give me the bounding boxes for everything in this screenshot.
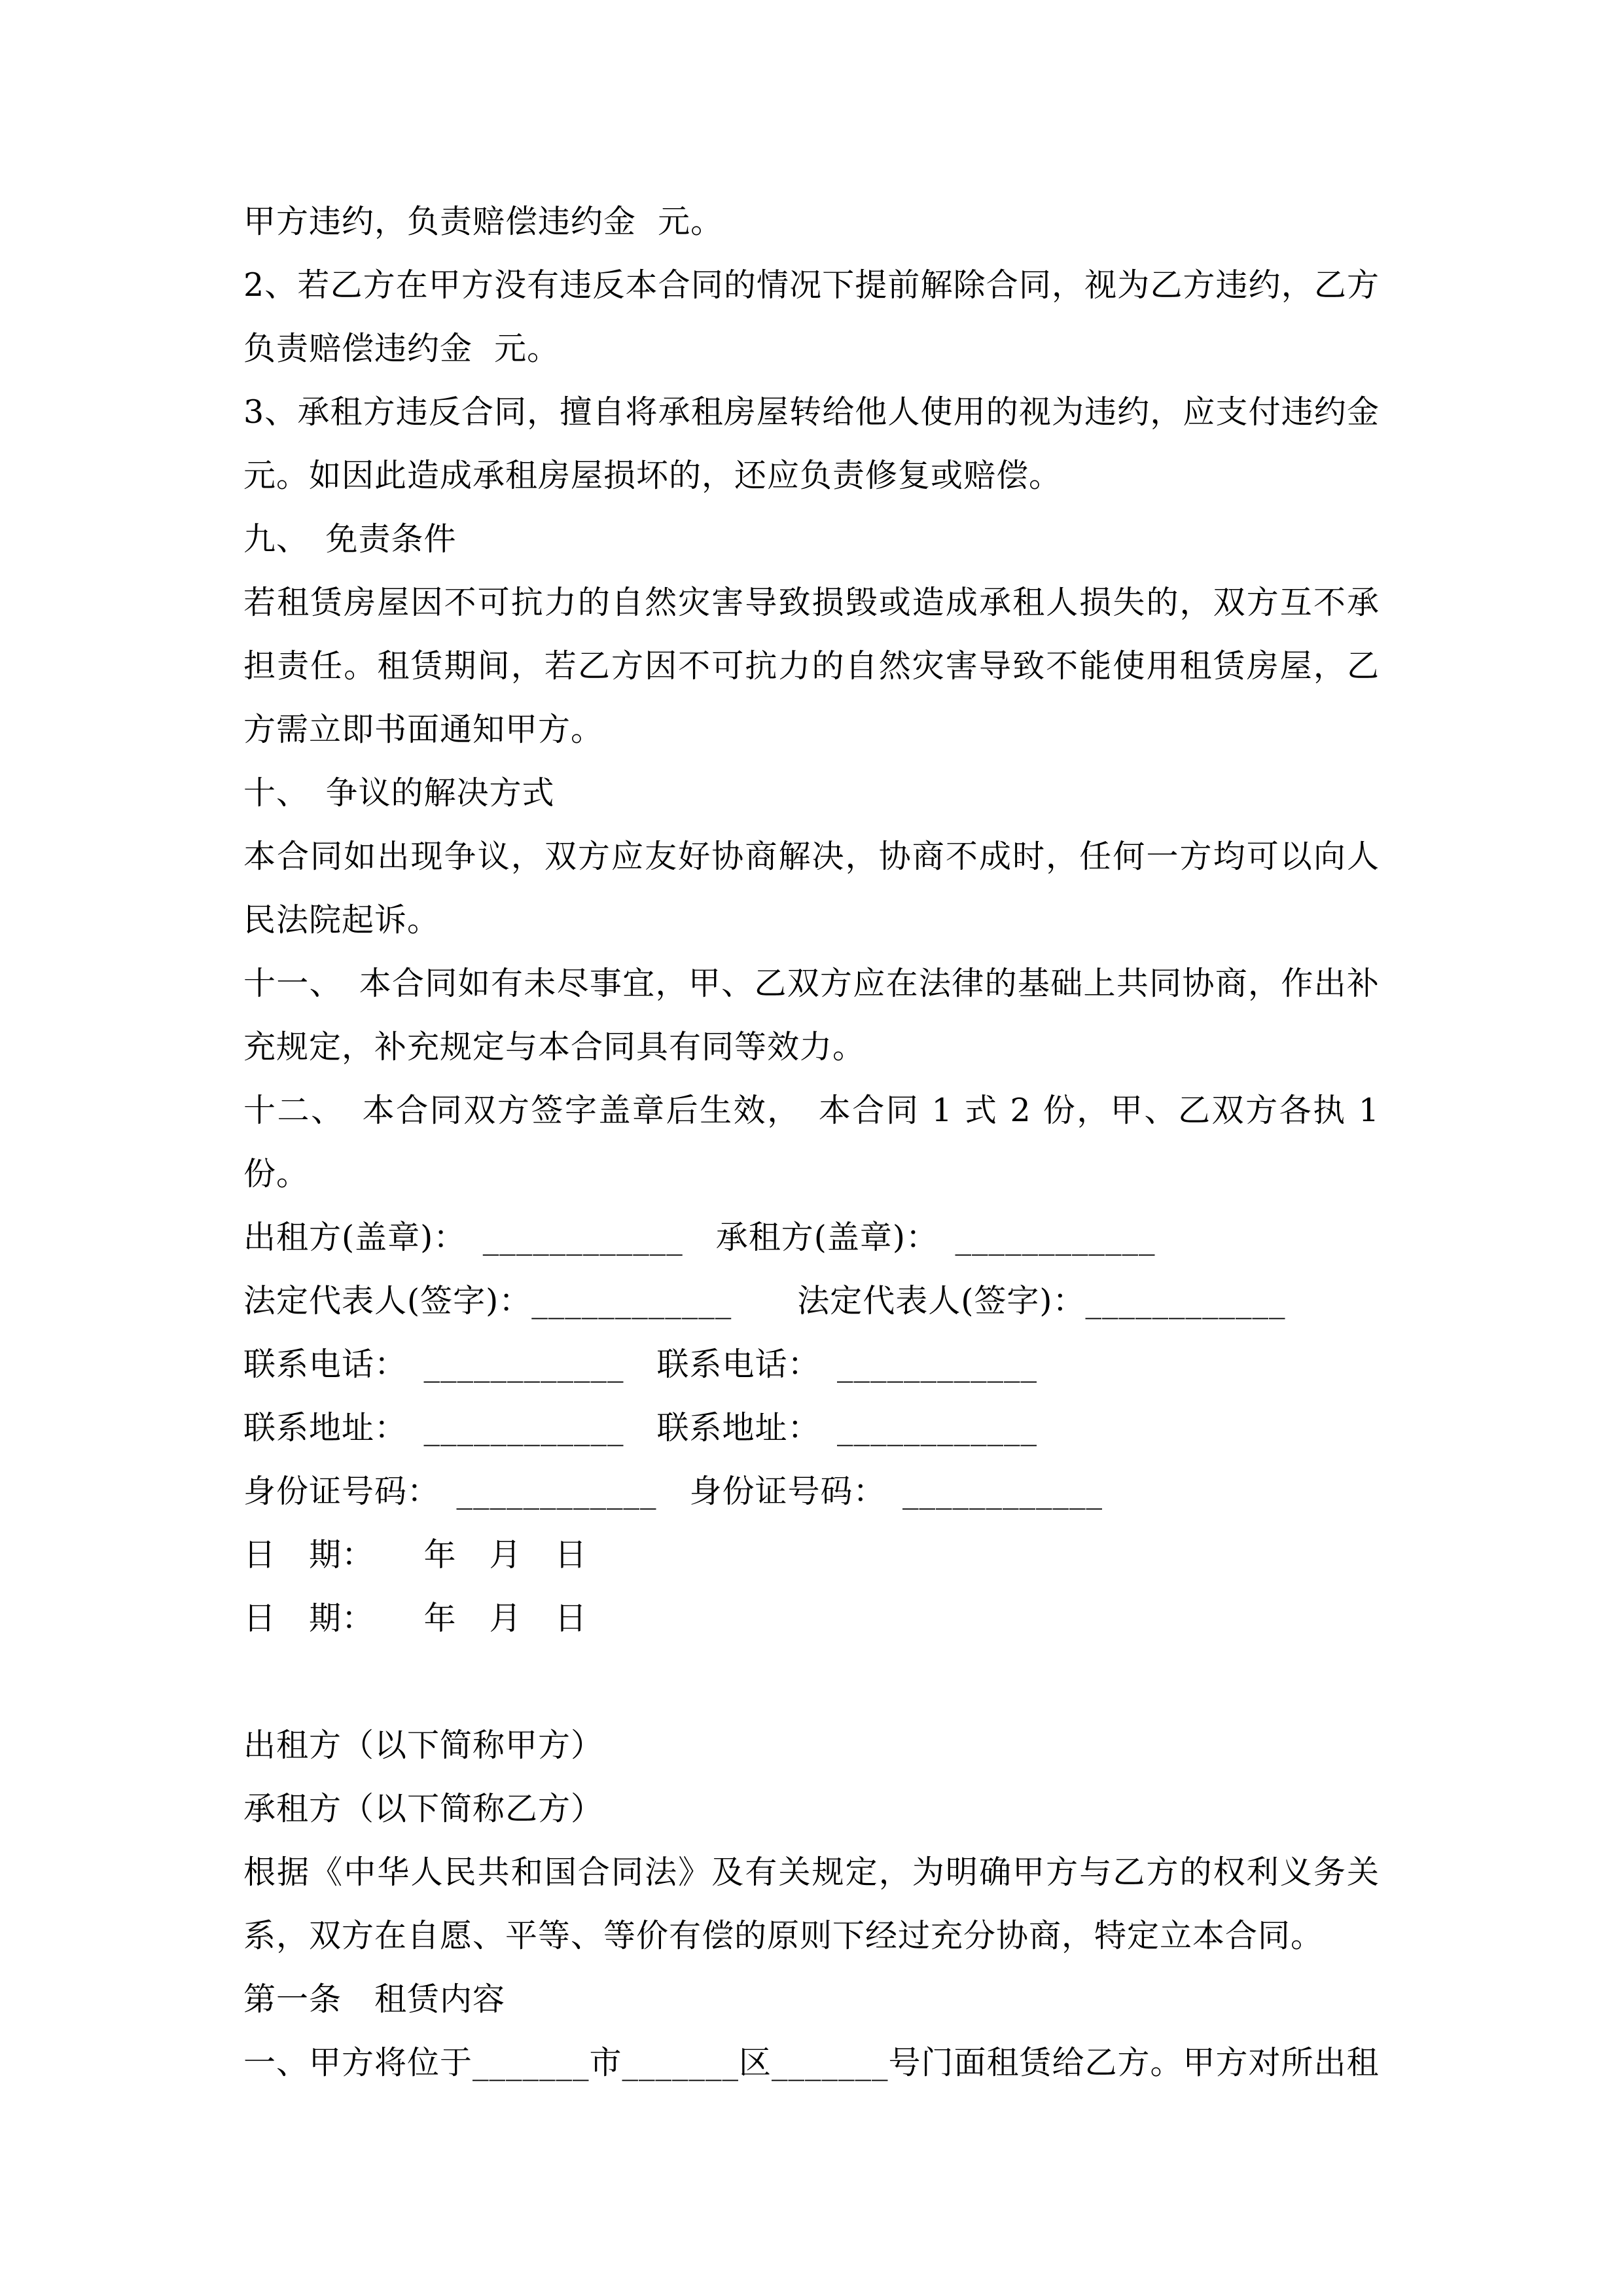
date-line-party-a: 日 期： 年 月 日 [243,1536,588,1573]
article-1-heading: 第一条 租赁内容 [243,1981,506,2018]
contract-body [243,190,1402,2094]
contract-paragraph: 本合同如出现争议，双方应友好协商解决，协商不成时，任何一方均可以向人民法院起诉。 [243,838,1380,939]
section-heading-10: 十、 争议的解决方式 [243,774,555,812]
signature-line-seal: 出租方(盖章)： ____________ 承租方(盖章)： ____________ [243,1219,1156,1256]
signature-line-address: 联系地址： ____________ 联系地址： ____________ [243,1409,1038,1446]
signature-line-representative: 法定代表人(签字)：____________ 法定代表人(签字)：____________ [243,1282,1286,1319]
signature-line-id-number: 身份证号码： ____________ 身份证号码： ____________ [243,1473,1103,1510]
contract-paragraph: 甲方违约，负责赔偿违约金 元。 [243,203,724,240]
contract-paragraph: 2、若乙方在甲方没有违反本合同的情况下提前解除合同，视为乙方违约，乙方负责赔偿违约金 元。 [243,266,1380,367]
section-heading-9: 九、 免责条件 [243,520,457,558]
party-b-label: 承租方（以下简称乙方） [243,1790,604,1827]
contract-paragraph: 若租赁房屋因不可抗力的自然灾害导致损毁或造成承租人损失的，双方互不承担责任。租赁期间，若乙方因不可抗力的自然灾害导致不能使用租赁房屋，乙方需立即书面通知甲方。 [243,584,1380,748]
contract-paragraph: 十二、 本合同双方签字盖章后生效， 本合同 1 式 2 份，甲、乙双方各执 1 份。 [243,1092,1391,1193]
party-a-label: 出租方（以下简称甲方） [243,1727,604,1764]
contract-paragraph: 根据《中华人民共和国合同法》及有关规定，为明确甲方与乙方的权利义务关系，双方在自愿、平等、等价有偿的原则下经过充分协商，特定立本合同。 [243,1854,1380,1954]
contract-paragraph: 十一、 本合同如有未尽事宜，甲、乙双方应在法律的基础上共同协商，作出补充规定，补充规定与本合同具有同等效力。 [243,965,1380,1066]
contract-paragraph: 3、承租方违反合同，擅自将承租房屋转给他人使用的视为违约，应支付违约金 元。如因此造成承租房屋损坏的，还应负责修复或赔偿。 [243,393,1402,494]
date-line-party-b: 日 期： 年 月 日 [243,1600,588,1637]
signature-line-phone: 联系电话： ____________ 联系电话： ____________ [243,1346,1038,1383]
contract-paragraph: 一、甲方将位于_______市_______区_______号门面租赁给乙方。甲方对所出租 [243,2044,1380,2081]
